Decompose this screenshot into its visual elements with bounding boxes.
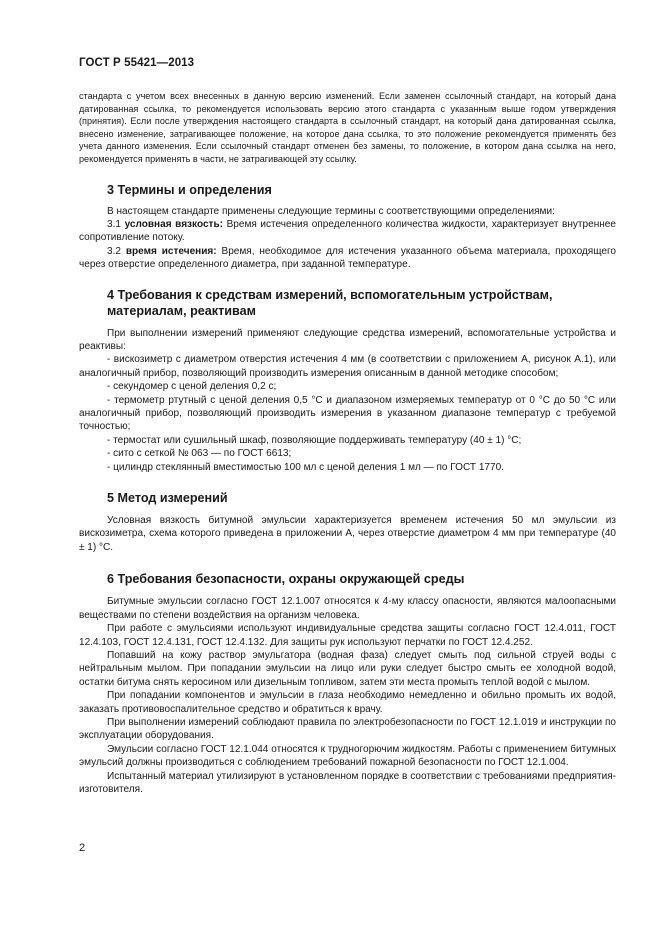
term-2-name: время истечения:: [125, 245, 217, 257]
term-2: [79, 245, 616, 272]
section-6-title: 6 Требования безопасности, охраны окружающей среды: [107, 572, 465, 587]
section-5-title: 5 Метод измерений: [107, 491, 228, 506]
list-item: - термометр ртутный с ценой деления 0,5 °С и диапазоном измеряемых температур от 0 °С до 50 °С или аналогичный прибор, позволяющий производить измерения в указанном диапазоне температур с требуемой точностью;: [79, 394, 616, 433]
list-item: - цилиндр стеклянный вместимостью 100 мл с ценой деления 1 мл — по ГОСТ 1770.: [107, 461, 504, 473]
term-2-definition: Время, необходимое для истечения указанного объема материала, проходящего через отверстие определенного диаметра, при заданной температуре.: [79, 245, 617, 271]
section-6-paragraph: При работе с эмульсиями используют индивидуальные средства защиты согласно ГОСТ 12.4.011, ГОСТ 12.4.103, ГОСТ 12.4.131, ГОСТ 12.4.132. Для защиты рук используют перчатки по ГОСТ 12.4.252.: [79, 623, 616, 648]
list-item: - сито с сеткой № 063 — по ГОСТ 6613;: [107, 448, 292, 460]
list-item: - термостат или сушильный шкаф, позволяющие поддерживать температуру (40 ± 1) °С;: [107, 434, 522, 446]
intro-paragraph: стандарта с учетом всех внесенных в данную версию изменений. Если заменен ссылочный стандарт, на который дана датированная ссылка, то рекомендуется использовать версию этого стандарта с указанным выше годом утверждения (принятия). Если после утверждения настоящего стандарта в ссылочный стандарт, на который дана датированная ссылка, внесено изменение, затрагивающее положение, на которое дана ссылка, то это положение рекомендуется применять без учета данного изменения. Если ссылочный стандарт отменен без замены, то положение, в котором дана ссылка на него, рекомендуется применять в части, не затрагивающей эту ссылку.: [79, 91, 616, 164]
section-4-title: 4 Требования к средствам измерений, вспомогательным устройствам, материалам, реактивам: [107, 287, 553, 318]
section-6-paragraph: Эмульсии согласно ГОСТ 12.1.044 относятся к трудногорючим жидкостям. Работы с применением битумных эмульсий должны производиться с соблюдением требований пожарной безопасности по ГОСТ 12.1.004.: [79, 743, 616, 769]
document-body: [79, 90, 616, 796]
term-1-number: 3.1: [107, 218, 121, 230]
term-1: [79, 218, 616, 245]
list-item: - вискозиметр с диаметром отверстия истечения 4 мм (в соответствии с приложением А, рисунок А.1), или аналогичный прибор, позволяющий производить измерения описанным в данной методике способом;: [79, 354, 616, 379]
section-4-intro: При выполнении измерений применяют следующие средства измерений, вспомогательные устройства и реактивы:: [79, 327, 616, 352]
document-header: ГОСТ Р 55421—2013: [79, 57, 195, 69]
section-6-paragraph: Попавший на кожу раствор эмульгатора (водная фаза) следует смыть под сильной струей воды с нейтральным мылом. При попадании эмульсии на лицо или руки следует быстро смыть ее холодной водой, остатки битума снять керосином или дизельным топливом, затем эти места промыть теплой водой с мылом.: [79, 649, 616, 688]
term-1-name: условная вязкость:: [124, 218, 223, 230]
list-item: - секундомер с ценой деления 0,2 с;: [107, 381, 277, 393]
section-3-title: 3 Термины и определения: [107, 182, 272, 197]
section-5-text: Условная вязкость битумной эмульсии характеризуется временем истечения 50 мл эмульсии из вискозиметра, схема которого приведена в приложении А, через отверстие диаметром 4 мм при температуре (40 ± 1) °С.: [79, 515, 616, 553]
term-1-definition: Время истечения определенного количества жидкости, характеризует внутреннее сопротивление потоку.: [79, 218, 616, 244]
section-3-intro: В настоящем стандарте применены следующие термины с соответствующими определениями:: [107, 205, 555, 217]
section-6-paragraph: Испытанный материал утилизируют в установленном порядке в соответствии с требованиями предприятия-изготовителя.: [79, 770, 616, 795]
page-number: 2: [79, 842, 86, 854]
term-2-number: 3.2: [107, 245, 121, 257]
section-6-paragraph: При попадании компонентов и эмульсии в глаза необходимо немедленно и обильно промыть их водой, заказать противовоспалительное средство и обратиться к врачу.: [79, 690, 616, 715]
section-6-paragraph: При выполнении измерений соблюдают правила по электробезопасности по ГОСТ 12.1.019 и инструкции по эксплуатации оборудования.: [79, 716, 616, 742]
section-6-paragraph: Битумные эмульсии согласно ГОСТ 12.1.007 относятся к 4-му классу опасности, являются малоопасными веществами по степени воздействия на организм человека.: [79, 596, 616, 621]
